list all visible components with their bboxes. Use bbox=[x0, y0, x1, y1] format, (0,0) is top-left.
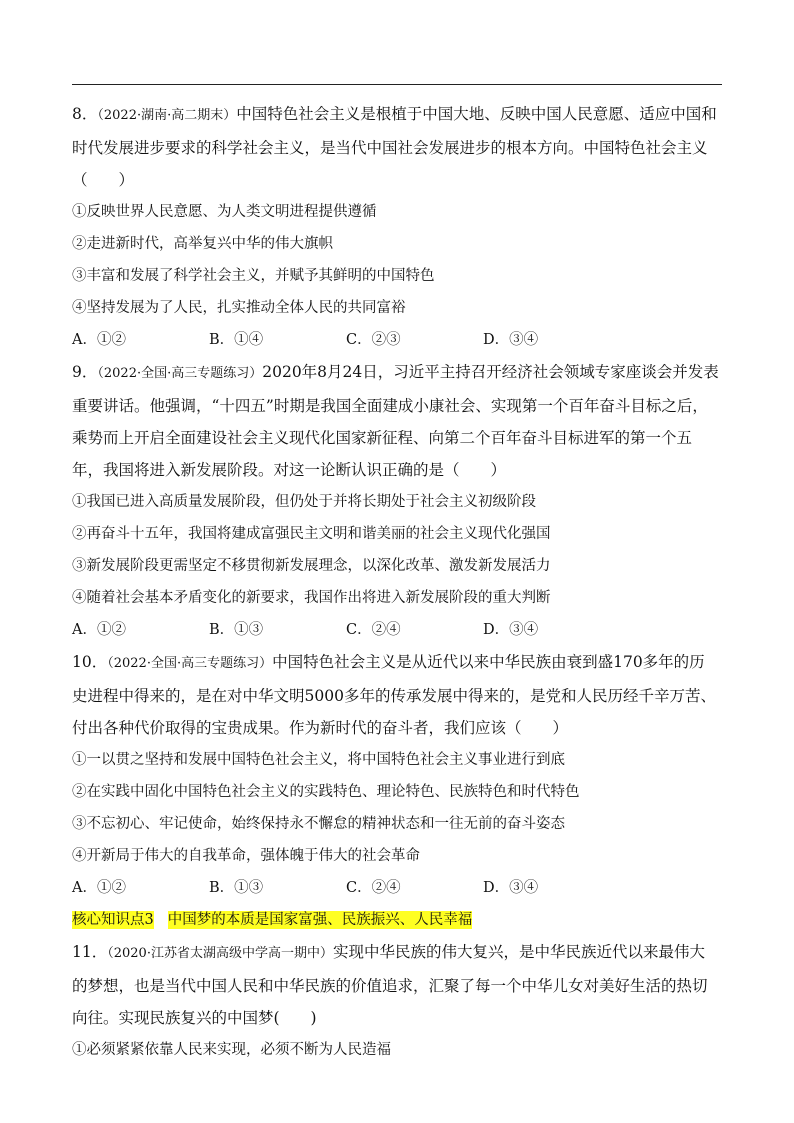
statement-option: ③新发展阶段更需坚定不移贯彻新发展理念，以深化改革、激发新发展活力 bbox=[72, 558, 551, 574]
statement-option: ④开新局于伟大的自我革命，强体魄于伟大的社会革命 bbox=[72, 848, 420, 864]
question-number: 10． bbox=[72, 653, 108, 671]
choice-c: C．②④ bbox=[346, 880, 401, 896]
choice-b: B．①④ bbox=[209, 332, 264, 348]
question-source: （2022·湖南·高二期末） bbox=[97, 108, 237, 123]
question-number: 8． bbox=[72, 105, 98, 123]
question-text: 中国特色社会主义是从近代以来中华民族由衰到盛170多年的历史进程中得来的，是在对中华文明5000多年的传承发展中得来的，是党和人民历经千辛万苦、付出各种代价取得的宝贵成果。作为新时代的奋斗者，我们应该（ ） bbox=[72, 653, 716, 737]
choice-c: C．②③ bbox=[346, 332, 401, 348]
question-stem bbox=[72, 646, 720, 744]
question-number: 9． bbox=[72, 363, 98, 381]
statement-option: ①一以贯之坚持和发展中国特色社会主义，将中国特色社会主义事业进行到底 bbox=[72, 752, 565, 768]
statement-option: ②在实践中固化中国特色社会主义的实践特色、理论特色、民族特色和时代特色 bbox=[72, 784, 580, 800]
choice-a: A．①② bbox=[72, 880, 126, 896]
answer-choices bbox=[72, 324, 720, 356]
question-8 bbox=[72, 98, 720, 356]
statement-option: ④坚持发展为了人民，扎实推动全体人民的共同富裕 bbox=[72, 300, 406, 316]
choice-a: A．①② bbox=[72, 332, 126, 348]
statement-option: ③不忘初心、牢记使命，始终保持永不懈怠的精神状态和一往无前的奋斗姿态 bbox=[72, 816, 565, 832]
choice-d: D．③④ bbox=[483, 332, 539, 348]
statement-option: ①我国已进入高质量发展阶段，但仍处于并将长期处于社会主义初级阶段 bbox=[72, 494, 536, 510]
choice-a: A．①② bbox=[72, 622, 126, 638]
question-stem bbox=[72, 936, 720, 1034]
knowledge-point-heading bbox=[72, 904, 720, 936]
knowledge-point-label: 核心知识点3 bbox=[72, 912, 154, 928]
question-10 bbox=[72, 646, 720, 904]
question-stem bbox=[72, 356, 720, 486]
question-source: （2020·江苏省太湖高级中学高一期中） bbox=[107, 946, 333, 961]
statement-option: ①必须紧紧依靠人民来实现，必须不断为人民造福 bbox=[72, 1042, 391, 1058]
question-stem bbox=[72, 98, 720, 196]
choice-b: B．①③ bbox=[209, 622, 264, 638]
question-source: （2022·全国·高三专题练习） bbox=[107, 656, 273, 671]
question-number: 11． bbox=[72, 943, 108, 961]
question-list bbox=[72, 98, 720, 1066]
question-9 bbox=[72, 356, 720, 646]
header-rule bbox=[72, 84, 722, 85]
statement-option: ④随着社会基本矛盾变化的新要求，我国作出将进入新发展阶段的重大判断 bbox=[72, 590, 551, 606]
question-source: （2022·全国·高三专题练习） bbox=[97, 366, 263, 381]
knowledge-point-title: 中国梦的本质是国家富强、民族振兴、人民幸福 bbox=[167, 912, 473, 928]
choice-d: D．③④ bbox=[483, 622, 539, 638]
statement-option: ②走进新时代，高举复兴中华的伟大旗帜 bbox=[72, 236, 333, 252]
statement-option: ③丰富和发展了科学社会主义，并赋予其鲜明的中国特色 bbox=[72, 268, 435, 284]
answer-choices bbox=[72, 872, 720, 904]
question-11 bbox=[72, 936, 720, 1066]
question-text: 实现中华民族的伟大复兴，是中华民族近代以来最伟大的梦想，也是当代中国人民和中华民族的价值追求，汇聚了每一个中华儿女对美好生活的热切向往。实现民族复兴的中国梦( ) bbox=[72, 943, 708, 1027]
question-text: 中国特色社会主义是根植于中国大地、反映中国人民意愿、适应中国和时代发展进步要求的科学社会主义，是当代中国社会发展进步的根本方向。中国特色社会主义（ ） bbox=[72, 105, 717, 189]
answer-choices bbox=[72, 614, 720, 646]
choice-b: B．①③ bbox=[209, 880, 264, 896]
choice-d: D．③④ bbox=[483, 880, 539, 896]
question-text: 2020年8月24日，习近平主持召开经济社会领域专家座谈会并发表重要讲话。他强调，“十四五”时期是我国全面建成小康社会、实现第一个百年奋斗目标之后，乘势而上开启全面建设社会主义现代化国家新征程、向第二个百年奋斗目标进军的第一个五年，我国将进入新发展阶段。对这一论断认识正确的是（ ） bbox=[72, 363, 719, 479]
statement-option: ②再奋斗十五年，我国将建成富强民主文明和谐美丽的社会主义现代化强国 bbox=[72, 526, 551, 542]
choice-c: C．②④ bbox=[346, 622, 401, 638]
statement-option: ①反映世界人民意愿、为人类文明进程提供遵循 bbox=[72, 204, 377, 220]
